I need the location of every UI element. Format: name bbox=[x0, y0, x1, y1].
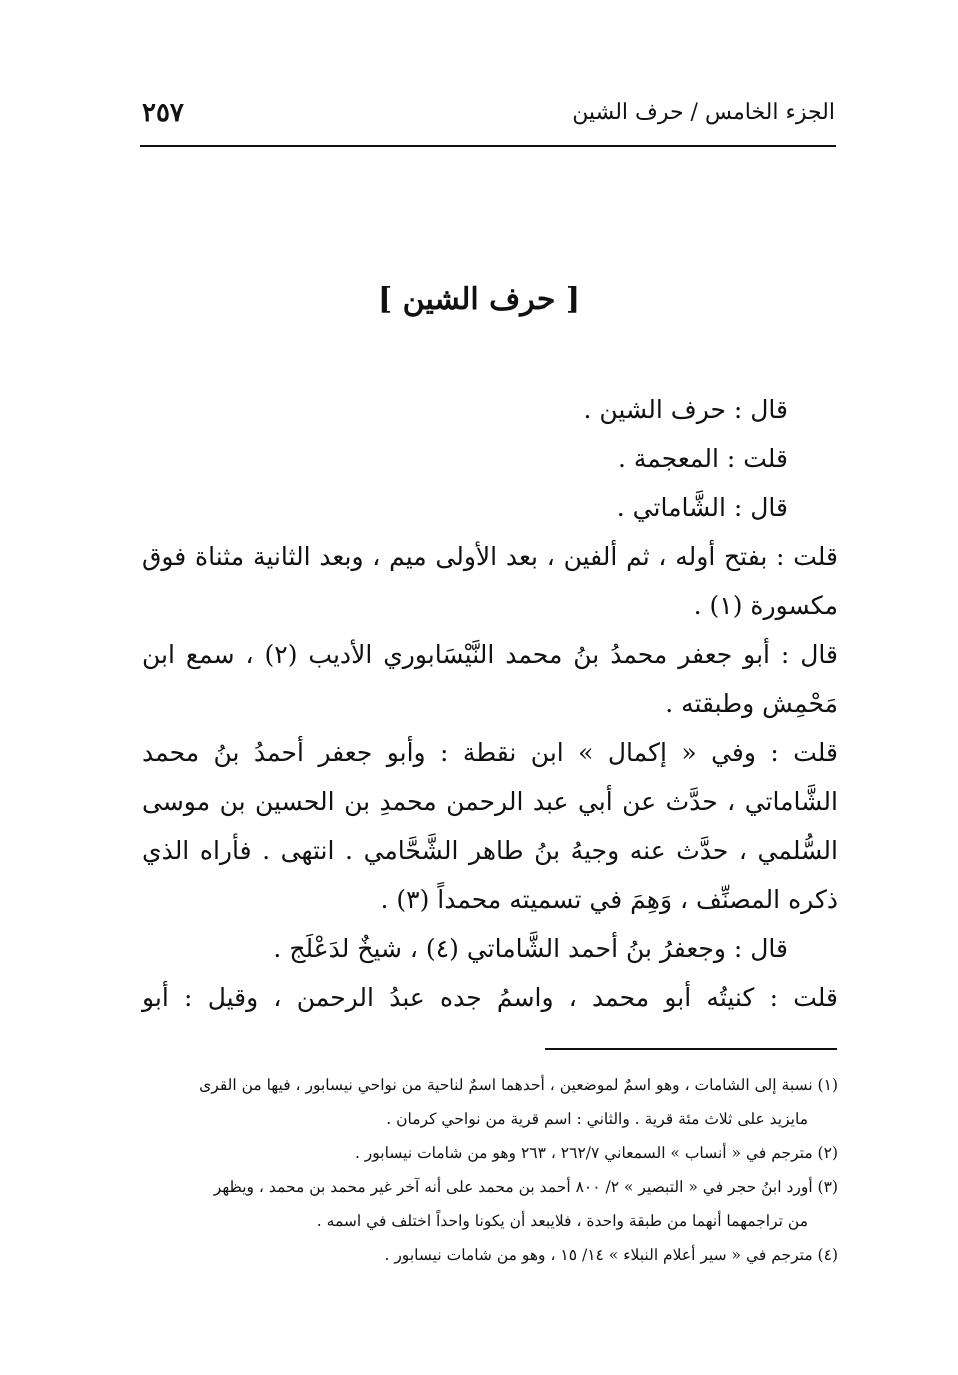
paragraph-5: قال : أبو جعفر محمدُ بنُ محمد النَّيْسَابوري الأديب (٢) ، سمع ابن مَحْمِش وطبقته . bbox=[142, 640, 839, 718]
paragraph-7: قال : وجعفرُ بنُ أحمد الشَّاماتي (٤) ، شيخٌ لدَعْلَج . bbox=[273, 934, 788, 963]
footnotes bbox=[142, 1068, 838, 1272]
footnote-1-continued: مايزيد على ثلاث مئة قرية . والثاني : اسم قرية من نواحي كرمان . bbox=[386, 1110, 808, 1128]
paragraph-3: قال : الشَّاماتي . bbox=[616, 493, 788, 522]
footnote-1: (١) نسبة إلى الشامات ، وهو اسمٌ لموضعين ، أحدهما اسمٌ لناحية من نواحي نيسابور ، فيها من القرى bbox=[199, 1076, 838, 1094]
footnote-3: (٣) أورد ابنُ حجر في « التبصير » ٢/ ٨٠٠ أحمد بن محمد على أنه آخر غير محمد بن محمد ، ويظهر bbox=[213, 1178, 838, 1196]
running-header: الجزء الخامس / حرف الشين bbox=[572, 100, 835, 125]
footnote-2: (٢) مترجم في « أنساب » السمعاني ٢٦٢/٧ ، ٢٦٣ وهو من شامات نيسابور . bbox=[354, 1144, 838, 1162]
main-text bbox=[142, 385, 838, 1022]
section-title: [ حرف الشين ] bbox=[377, 282, 581, 317]
paragraph-4: قلت : بفتح أوله ، ثم ألفين ، بعد الأولى ميم ، وبعد الثانية مثناة فوق مكسورة (١) . bbox=[142, 542, 838, 620]
paragraph-8: قلت : كنيتُه أبو محمد ، واسمُ جده عبدُ الرحمن ، وقيل : أبو bbox=[142, 983, 838, 1012]
paragraph-1: قال : حرف الشين . bbox=[583, 395, 788, 424]
paragraph-6: قلت : وفي « إكمال » ابن نقطة : وأبو جعفر أحمدُ بنُ محمد الشَّاماتي ، حدَّث عن أبي عبد الرحمن محمدِ بن الحسين بن موسى السُّلمي ، حدَّث عنه وجيهُ بنُ طاهر الشَّحَّامي . انتهى . فأراه الذي ذكره المصنِّف ، وَهِمَ في تسميته محمداً (٣) . bbox=[142, 738, 838, 914]
footnote-divider bbox=[545, 1048, 837, 1050]
footnote-3-continued: من تراجمهما أنهما من طبقة واحدة ، فلايبعد أن يكونا واحداً اختلف في اسمه . bbox=[316, 1212, 808, 1230]
header-divider bbox=[140, 145, 836, 147]
footnote-4: (٤) مترجم في « سير أعلام النبلاء » ١٤/ ١٥ ، وهو من شامات نيسابور . bbox=[384, 1246, 838, 1264]
page-number: ٢٥٧ bbox=[142, 98, 184, 128]
paragraph-2: قلت : المعجمة . bbox=[617, 444, 788, 473]
